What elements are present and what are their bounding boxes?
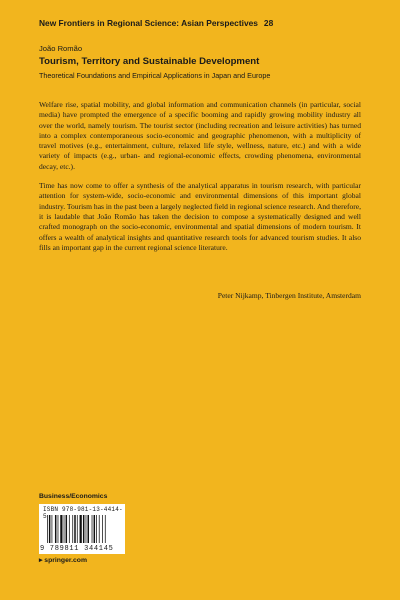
book-title: Tourism, Territory and Sustainable Development [39, 56, 260, 67]
book-subtitle: Theoretical Foundations and Empirical Applications in Japan and Europe [39, 71, 271, 80]
author-name: João Romão [39, 44, 83, 53]
publisher-website: ▸ springer.com [39, 557, 87, 564]
series-line [39, 18, 273, 28]
blurb-paragraph: Time has now come to offer a synthesis of the analytical apparatus in tourism research, with particular attention for system-wide, socio-economic and environmental dimensions of this important global industry. Tourism has in the past been a largely neglected field in regional science research. And therefore, it is laudable that João Romão has taken the decision to compose a systematically designed and well crafted monograph on the socio-economic, environmental and spatial dimensions of modern tourism. It offers a wealth of analytical insights and quantitative research tools for advanced tourism studies. It also fills an important gap in the current regional science literature. [39, 181, 361, 252]
isbn-label: ISBN 978-981-13-4414-5 [43, 506, 123, 520]
series-number: 28 [263, 18, 274, 28]
barcode-digits: 9 789811 344145 [40, 545, 114, 553]
isbn-barcode [39, 504, 125, 554]
blurb-text [39, 100, 361, 262]
endorsement-attribution: Peter Nijkamp, Tinbergen Institute, Amsterdam [217, 291, 361, 300]
subject-category: Business/Economics [39, 493, 108, 500]
barcode-bars [47, 515, 119, 543]
series-name: New Frontiers in Regional Science: Asian Perspectives [39, 18, 258, 28]
blurb-paragraph: Welfare rise, spatial mobility, and global information and communication channels (in particular, social media) have prompted the emergence of a specific booming and rapidly growing mobility industry all over the world, namely tourism. The tourist sector (including recreation and leisure activities) has turned into a complex contemporaneous socio-economic and geographic phenomenon, with a multiplicity of travel motives (e.g., entertainment, culture, relaxed life style, wellness, nature, etc.) and with a wide variety of impacts (e.g., urban- and regional-economic effects, crowding phenomena, environmental decay, etc.). [39, 100, 361, 171]
